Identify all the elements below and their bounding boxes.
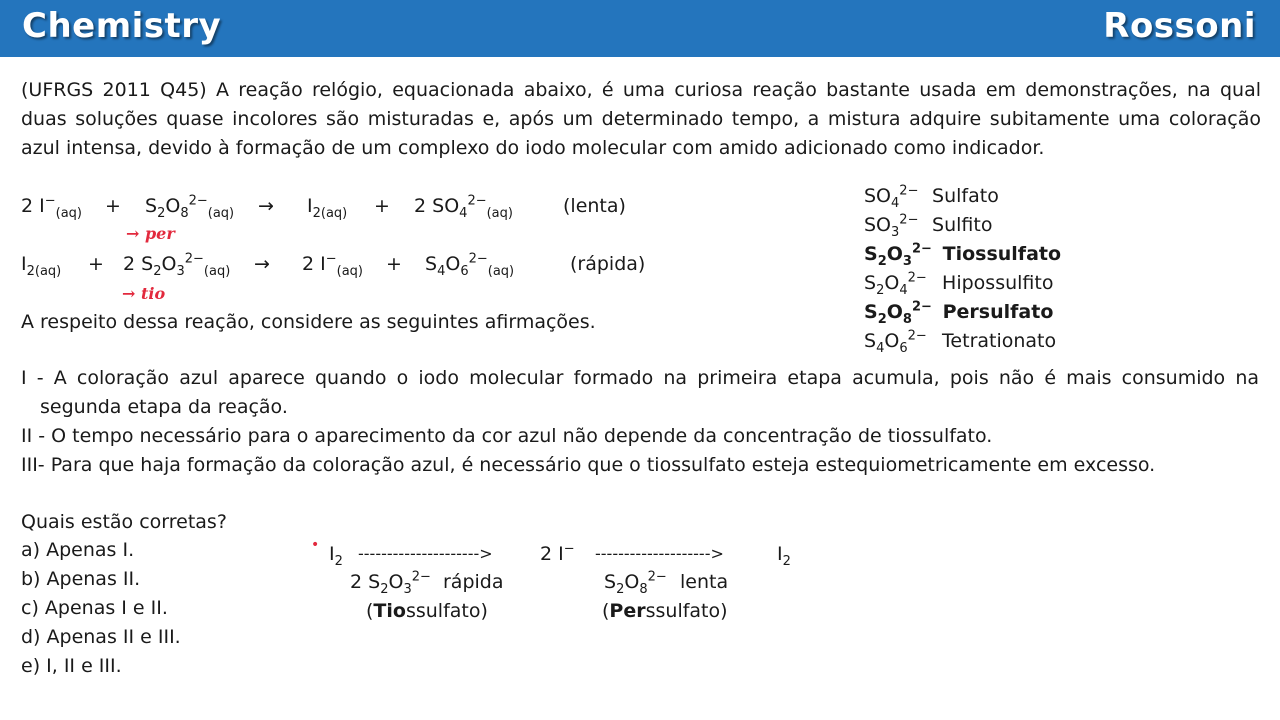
ion-formula: $S_2O_3^{2-}$ bbox=[864, 241, 932, 269]
scheme-arrow-2: --------------------> bbox=[595, 544, 724, 563]
eq1-reactant-2: $S_2O_8^{2-}_{(aq)}$ bbox=[145, 193, 235, 221]
eq1-plus: + bbox=[105, 195, 121, 217]
eq1-arrow: → bbox=[258, 195, 274, 217]
ion-row bbox=[864, 327, 1061, 356]
eq2-product-1: 2 $I^-_{(aq)}$ bbox=[302, 251, 364, 279]
statement-1-line-2: segunda etapa da reação. bbox=[40, 396, 288, 418]
ion-formula: $S_4O_6^{2-}$ bbox=[864, 328, 927, 356]
option-a: a) Apenas I. bbox=[21, 539, 135, 561]
eq1-product-2: 2 $SO_4^{2-}_{(aq)}$ bbox=[414, 193, 513, 221]
question-line: (UFRGS 2011 Q45) A reação relógio, equacionada abaixo, é uma curiosa reação bastante usada em demonstrações, na qual bbox=[21, 79, 1261, 101]
ion-name: Sulfato bbox=[932, 185, 999, 207]
question-paragraph bbox=[21, 76, 1261, 163]
eq1-reactant-1: 2 $I^-_{(aq)}$ bbox=[21, 193, 83, 221]
ion-name: Hipossulfito bbox=[942, 272, 1054, 294]
eq1-speed-label: (lenta) bbox=[563, 195, 626, 217]
option-c: c) Apenas I e II. bbox=[21, 597, 168, 619]
scheme-mid: 2 I− bbox=[540, 541, 575, 565]
ion-row bbox=[864, 182, 1061, 211]
eq2-plus: + bbox=[88, 253, 104, 275]
annotation-tio: → tio bbox=[122, 284, 166, 303]
scheme-right-reagent: $S_2O_8^{2-}$ bbox=[604, 569, 667, 597]
answer-question: Quais estão corretas? bbox=[21, 511, 227, 533]
scheme-right-speed: lenta bbox=[680, 571, 729, 593]
ion-name: Persulfato bbox=[942, 301, 1054, 323]
eq2-reactant-2: 2 $S_2O_3^{2-}_{(aq)}$ bbox=[123, 251, 231, 279]
header-bar bbox=[0, 0, 1280, 57]
header-title-right: Rossoni bbox=[1103, 6, 1256, 46]
scheme-right-name: (Perssulfato) bbox=[602, 600, 728, 622]
eq2-speed-label: (rápida) bbox=[570, 253, 646, 275]
ion-formula: $S_2O_8^{2-}$ bbox=[864, 299, 932, 327]
scheme-left-reagent: 2 $S_2O_3^{2-}$ bbox=[350, 569, 431, 597]
ion-name: Sulfito bbox=[932, 214, 993, 236]
scheme-left-speed: rápida bbox=[443, 571, 504, 593]
eq1-product-1: $I_{2(aq)}$ bbox=[307, 195, 348, 221]
statement-2: II - O tempo necessário para o aparecimento da cor azul não depende da concentração de tiossulfato. bbox=[21, 425, 993, 447]
ion-row bbox=[864, 211, 1061, 240]
annotation-per: → per bbox=[126, 224, 175, 243]
ion-row bbox=[864, 240, 1061, 269]
header-title-left: Chemistry bbox=[22, 6, 222, 46]
scheme-left-name: (Tiossulfato) bbox=[366, 600, 488, 622]
eq1-plus-2: + bbox=[374, 195, 390, 217]
ion-list bbox=[864, 182, 1061, 356]
option-d: d) Apenas II e III. bbox=[21, 626, 181, 648]
ion-name: Tiossulfato bbox=[942, 243, 1062, 265]
scheme-i2-left: $I_2$ bbox=[329, 543, 343, 569]
statements-prompt: A respeito dessa reação, considere as seguintes afirmações. bbox=[21, 311, 596, 333]
eq2-arrow: → bbox=[254, 253, 270, 275]
scheme-arrow-1: ---------------------> bbox=[358, 544, 493, 563]
statement-3: III- Para que haja formação da coloração azul, é necessário que o tiossulfato esteja estequiometricamente em excesso. bbox=[21, 454, 1156, 476]
question-line: azul intensa, devido à formação de um complexo do iodo molecular com amido adicionado como indicador. bbox=[21, 137, 1045, 159]
ion-formula: $SO_4^{2-}$ bbox=[864, 183, 919, 211]
red-dot-mark: • bbox=[311, 537, 320, 553]
scheme-i2-right: $I_2$ bbox=[777, 543, 791, 569]
question-line: duas soluções quase incolores são misturadas e, após um determinado tempo, a mistura adquire subitamente uma coloração bbox=[21, 108, 1261, 130]
option-e: e) I, II e III. bbox=[21, 655, 122, 677]
option-b: b) Apenas II. bbox=[21, 568, 141, 590]
ion-row bbox=[864, 269, 1061, 298]
eq2-product-2: $S_4O_6^{2-}_{(aq)}$ bbox=[425, 251, 515, 279]
ion-formula: $SO_3^{2-}$ bbox=[864, 212, 919, 240]
ion-row bbox=[864, 298, 1061, 327]
ion-formula: $S_2O_4^{2-}$ bbox=[864, 270, 927, 298]
eq2-reactant-1: $I_{2(aq)}$ bbox=[21, 253, 62, 279]
eq2-plus-2: + bbox=[386, 253, 402, 275]
ion-name: Tetrationato bbox=[942, 330, 1057, 352]
statement-1-line-1: I - A coloração azul aparece quando o iodo molecular formado na primeira etapa acumula, pois não é mais consumido na bbox=[21, 367, 1259, 389]
